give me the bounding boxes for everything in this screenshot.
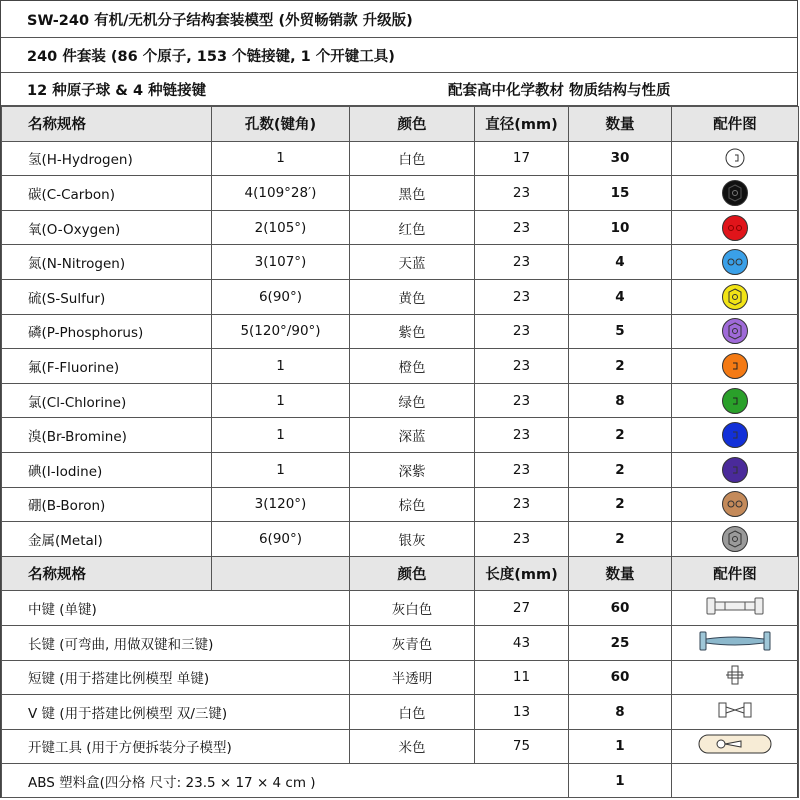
atom-image — [672, 141, 799, 176]
header-length: 长度(mm) — [475, 556, 569, 591]
bond-image — [672, 695, 799, 730]
bond-quantity: 1 — [569, 729, 672, 764]
table-row — [2, 210, 799, 245]
atom-name: 氮(N-Nitrogen) — [2, 245, 212, 280]
atom-holes: 6(90°) — [212, 279, 350, 314]
atom-holes: 5(120°/90°) — [212, 314, 350, 349]
v-bond-icon — [717, 699, 753, 721]
atom-holes: 3(120°) — [212, 487, 350, 522]
header-holes: 孔数(键角) — [212, 107, 350, 142]
bond-table-header — [2, 556, 799, 591]
feature-right: 配套高中化学教材 物质结构与性质 — [448, 82, 671, 99]
atom-image — [672, 210, 799, 245]
bond-color: 白色 — [350, 695, 475, 730]
box-quantity: 1 — [569, 764, 672, 798]
table-row — [2, 349, 799, 384]
header-image: 配件图 — [672, 107, 799, 142]
atom-holes: 2(105°) — [212, 210, 350, 245]
parts-table — [1, 106, 799, 798]
table-row — [2, 314, 799, 349]
atom-color: 绿色 — [350, 383, 475, 418]
metal-ball-icon — [720, 525, 750, 553]
atom-diameter: 23 — [475, 418, 569, 453]
header-quantity: 数量 — [569, 107, 672, 142]
atom-holes: 1 — [212, 383, 350, 418]
bond-name: V 键 (用于搭建比例模型 双/三键) — [2, 695, 350, 730]
header-quantity: 数量 — [569, 556, 672, 591]
atom-diameter: 23 — [475, 452, 569, 487]
atom-name: 硫(S-Sulfur) — [2, 279, 212, 314]
header-name: 名称规格 — [2, 107, 212, 142]
atom-quantity: 4 — [569, 245, 672, 280]
atom-name: 氟(F-Fluorine) — [2, 349, 212, 384]
atom-holes: 1 — [212, 418, 350, 453]
bond-color: 灰青色 — [350, 625, 475, 660]
atom-diameter: 23 — [475, 522, 569, 557]
iodine-ball-icon — [720, 456, 750, 484]
atom-image — [672, 176, 799, 211]
atom-diameter: 23 — [475, 487, 569, 522]
atom-name: 氧(O-Oxygen) — [2, 210, 212, 245]
atom-table-header — [2, 107, 799, 142]
atom-color: 棕色 — [350, 487, 475, 522]
box-image — [672, 764, 799, 798]
header-name: 名称规格 — [2, 556, 212, 591]
atom-name: 溴(Br-Bromine) — [2, 418, 212, 453]
bond-name: 开键工具 (用于方便拆装分子模型) — [2, 729, 350, 764]
feature-left: 12 种原子球 & 4 种链接键 — [27, 82, 207, 99]
atom-name: 硼(B-Boron) — [2, 487, 212, 522]
atom-diameter: 23 — [475, 383, 569, 418]
table-row — [2, 660, 799, 695]
bond-color: 米色 — [350, 729, 475, 764]
atom-image — [672, 383, 799, 418]
phosphorus-ball-icon — [720, 317, 750, 345]
bromine-ball-icon — [720, 421, 750, 449]
bond-image — [672, 660, 799, 695]
table-row — [2, 141, 799, 176]
atom-name: 碘(I-Iodine) — [2, 452, 212, 487]
atom-color: 深蓝 — [350, 418, 475, 453]
atom-quantity: 2 — [569, 522, 672, 557]
table-row — [2, 764, 799, 798]
bond-quantity: 60 — [569, 591, 672, 626]
table-row — [2, 383, 799, 418]
atom-quantity: 2 — [569, 349, 672, 384]
atom-quantity: 5 — [569, 314, 672, 349]
atom-quantity: 8 — [569, 383, 672, 418]
table-row — [2, 452, 799, 487]
bond-quantity: 8 — [569, 695, 672, 730]
atom-color: 白色 — [350, 141, 475, 176]
set-summary-line — [1, 38, 797, 73]
atom-name: 氢(H-Hydrogen) — [2, 141, 212, 176]
table-row — [2, 245, 799, 280]
atom-color: 深紫 — [350, 452, 475, 487]
table-row — [2, 487, 799, 522]
atom-diameter: 23 — [475, 210, 569, 245]
atom-color: 天蓝 — [350, 245, 475, 280]
header-image: 配件图 — [672, 556, 799, 591]
hydrogen-ball-icon — [720, 144, 750, 172]
atom-image — [672, 314, 799, 349]
atom-holes: 1 — [212, 452, 350, 487]
header-color: 颜色 — [350, 107, 475, 142]
carbon-ball-icon — [720, 179, 750, 207]
header-diameter: 直径(mm) — [475, 107, 569, 142]
atom-diameter: 23 — [475, 279, 569, 314]
atom-image — [672, 245, 799, 280]
bond-image — [672, 625, 799, 660]
table-row — [2, 625, 799, 660]
header-blank — [212, 556, 350, 591]
atom-diameter: 23 — [475, 314, 569, 349]
feature-line — [1, 73, 797, 106]
medium-bond-icon — [705, 594, 765, 618]
fluorine-ball-icon — [720, 352, 750, 380]
atom-color: 紫色 — [350, 314, 475, 349]
bond-image — [672, 729, 799, 764]
atom-quantity: 2 — [569, 487, 672, 522]
atom-holes: 3(107°) — [212, 245, 350, 280]
oxygen-ball-icon — [720, 214, 750, 242]
box-name: ABS 塑料盒(四分格 尺寸: 23.5 × 17 × 4 cm ) — [2, 764, 569, 798]
atom-image — [672, 418, 799, 453]
header-color: 颜色 — [350, 556, 475, 591]
atom-quantity: 10 — [569, 210, 672, 245]
bond-quantity: 25 — [569, 625, 672, 660]
short-bond-icon — [723, 664, 747, 686]
atom-color: 红色 — [350, 210, 475, 245]
bond-quantity: 60 — [569, 660, 672, 695]
atom-color: 黑色 — [350, 176, 475, 211]
atom-quantity: 30 — [569, 141, 672, 176]
opener-tool-icon — [697, 732, 773, 756]
product-title: SW-240 有机/无机分子结构套装模型 (外贸畅销款 升级版) — [27, 12, 413, 29]
atom-quantity: 2 — [569, 452, 672, 487]
atom-image — [672, 487, 799, 522]
atom-name: 金属(Metal) — [2, 522, 212, 557]
atom-name: 氯(Cl-Chlorine) — [2, 383, 212, 418]
bond-length: 11 — [475, 660, 569, 695]
sulfur-ball-icon — [720, 283, 750, 311]
atom-image — [672, 522, 799, 557]
table-row — [2, 176, 799, 211]
atom-image — [672, 279, 799, 314]
atom-name: 碳(C-Carbon) — [2, 176, 212, 211]
bond-length: 43 — [475, 625, 569, 660]
table-row — [2, 418, 799, 453]
atom-image — [672, 452, 799, 487]
table-row — [2, 729, 799, 764]
atom-holes: 1 — [212, 141, 350, 176]
atom-diameter: 23 — [475, 245, 569, 280]
atom-quantity: 2 — [569, 418, 672, 453]
atom-diameter: 17 — [475, 141, 569, 176]
chlorine-ball-icon — [720, 387, 750, 415]
atom-diameter: 23 — [475, 176, 569, 211]
atom-quantity: 15 — [569, 176, 672, 211]
atom-holes: 6(90°) — [212, 522, 350, 557]
set-summary: 240 件套装 (86 个原子, 153 个链接键, 1 个开键工具) — [27, 48, 395, 65]
bond-name: 中键 (单键) — [2, 591, 350, 626]
nitrogen-ball-icon — [720, 248, 750, 276]
atom-holes: 4(109°28′) — [212, 176, 350, 211]
bond-name: 长键 (可弯曲, 用做双键和三键) — [2, 625, 350, 660]
table-row — [2, 279, 799, 314]
atom-color: 银灰 — [350, 522, 475, 557]
title-line — [1, 1, 797, 38]
table-row — [2, 695, 799, 730]
bond-name: 短键 (用于搭建比例模型 单键) — [2, 660, 350, 695]
bond-color: 半透明 — [350, 660, 475, 695]
atom-color: 橙色 — [350, 349, 475, 384]
atom-diameter: 23 — [475, 349, 569, 384]
atom-color: 黄色 — [350, 279, 475, 314]
table-row — [2, 591, 799, 626]
bond-length: 27 — [475, 591, 569, 626]
boron-ball-icon — [720, 490, 750, 518]
atom-name: 磷(P-Phosphorus) — [2, 314, 212, 349]
atom-image — [672, 349, 799, 384]
table-row — [2, 522, 799, 557]
atom-holes: 1 — [212, 349, 350, 384]
atom-quantity: 4 — [569, 279, 672, 314]
long-bond-icon — [698, 629, 772, 653]
bond-length: 75 — [475, 729, 569, 764]
bond-image — [672, 591, 799, 626]
bond-color: 灰白色 — [350, 591, 475, 626]
bond-length: 13 — [475, 695, 569, 730]
